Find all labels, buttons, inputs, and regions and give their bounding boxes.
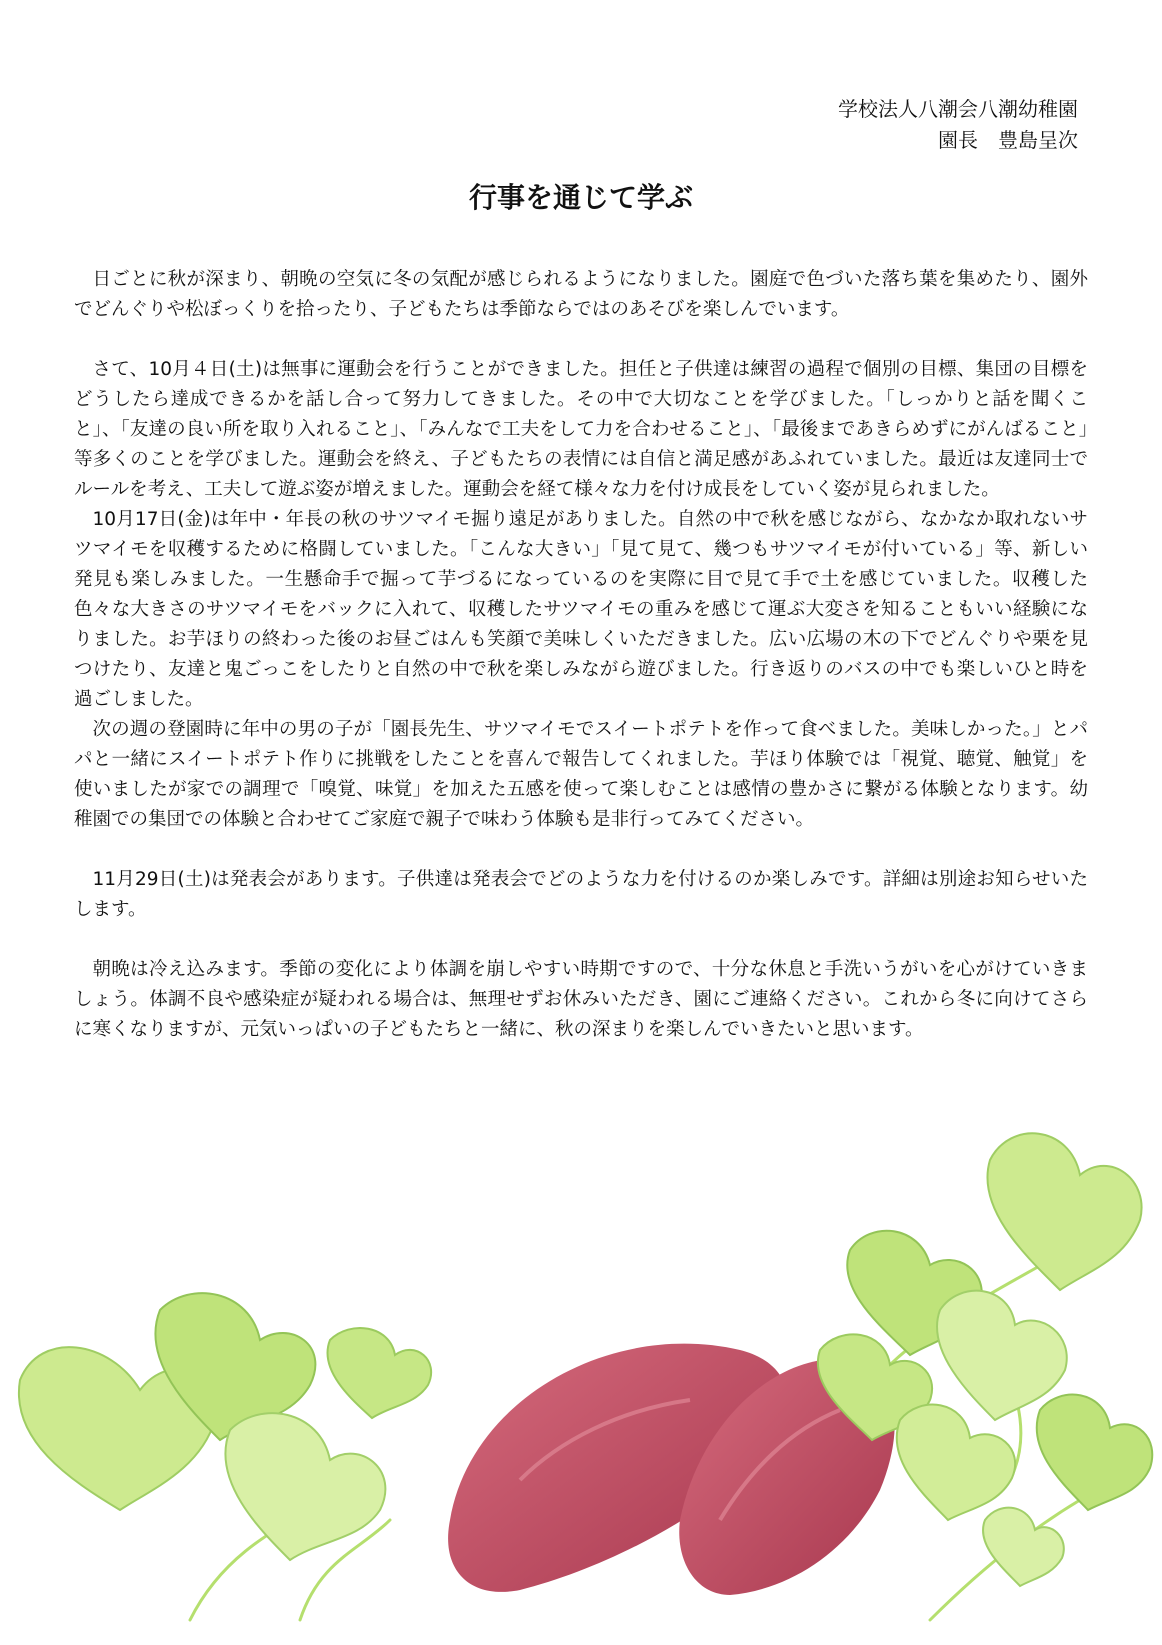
paragraph-sweet-potato-report: 次の週の登園時に年中の男の子が「園長先生、サツマイモでスイートポテトを作って食べました。美味しかった。」とパパと一緒にスイートポテト作りに挑戦をしたことを喜んで報告してくれました。芋ほり体験では「視覚、聴覚、触覚」を使いましたが家での調理で「嗅覚、味覚」を加えた五感を使って楽しむことは感情の豊かさに繋がる体験となります。幼稚園での集団での体験と合わせてご家庭で親子で味わう体験も是非行ってみてください。 [74, 719, 1088, 830]
page-title: 行事を通じて学ぶ [468, 181, 693, 214]
paragraph-sports-day: さて、10月４日(土)は無事に運動会を行うことができました。担任と子供達は練習の過程で個別の目標、集団の目標をどうしたら達成できるかを話し合って努力してきました。その中で大切なことを学びました。「しっかりと話を聞くこと」、「友達の良い所を取り入れること」、「みんなで工夫をして力を合わせること」、「最後まであきらめずにがんばること」等多くのことを学びました。運動会を終え、子どもたちの表情には自信と満足感があふれていました。最近は友達同士でルールを考え、工夫して遊ぶ姿が増えました。運動会を経て様々な力を付け成長をしていく姿が見られました。 [74, 359, 1088, 500]
leaf [225, 1413, 385, 1560]
organization-name: 学校法人八潮会八潮幼稚園 [838, 97, 1078, 121]
paragraph-spacer [74, 835, 1088, 865]
header-organization-block [838, 94, 1078, 156]
paragraph-health-notice: 朝晩は冷え込みます。季節の変化により体調を崩しやすい時期ですので、十分な休息と手洗いうがいを心がけていきましょう。体調不良や感染症が疑われる場合は、無理せずお休みいただき、園にご連絡ください。これから冬に向けてさらに寒くなりますが、元気いっぱいの子どもたちと一緒に、秋の深まりを楽しんでいきたいと思います。 [74, 959, 1088, 1040]
leaf-cluster-right [818, 1133, 1152, 1586]
leaf [937, 1291, 1067, 1420]
document-body [74, 265, 1088, 1045]
leaf [1037, 1395, 1153, 1510]
leaf-cluster-left [19, 1293, 431, 1560]
paragraph-spacer [74, 325, 1088, 355]
leaf [897, 1405, 1015, 1520]
leaf [327, 1328, 431, 1418]
principal-name: 園長 豊島呈次 [938, 128, 1078, 152]
paragraph-spacer [74, 925, 1088, 955]
leaf [987, 1133, 1141, 1290]
paragraph-potato-digging: 10月17日(金)は年中・年長の秋のサツマイモ掘り遠足がありました。自然の中で秋を感じながら、なかなか取れないサツマイモを収穫するために格闘していました。「こんな大きい」「見て見て、幾つもサツマイモが付いている」等、新しい発見も楽しみました。一生懸命手で掘って芋づるになっているのを実際に目で見て手で土を感じていました。収穫した色々な大きさのサツマイモをバックに入れて、収穫したサツマイモの重みを感じて運ぶ大変さを知ることもいい経験になりました。お芋ほりの終わった後のお昼ごはんも笑顔で美味しくいただきました。広い広場の木の下でどんぐりや栗を見つけたり、友達と鬼ごっこをしたりと自然の中で秋を楽しみながら遊びました。行き返りのバスの中でも楽しいひと時を過ごしました。 [74, 509, 1088, 710]
sweet-potato-illustration [0, 1100, 1162, 1645]
paragraph-autumn-intro: 日ごとに秋が深まり、朝晩の空気に冬の気配が感じられるようになりました。園庭で色づいた落ち葉を集めたり、園外でどんぐりや松ぼっくりを拾ったり、子どもたちは季節ならではのあそびを楽しんでいます。 [74, 269, 1088, 320]
paragraph-recital-notice: 11月29日(土)は発表会があります。子供達は発表会でどのような力を付けるのか楽しみです。詳細は別途お知らせいたします。 [74, 869, 1088, 920]
